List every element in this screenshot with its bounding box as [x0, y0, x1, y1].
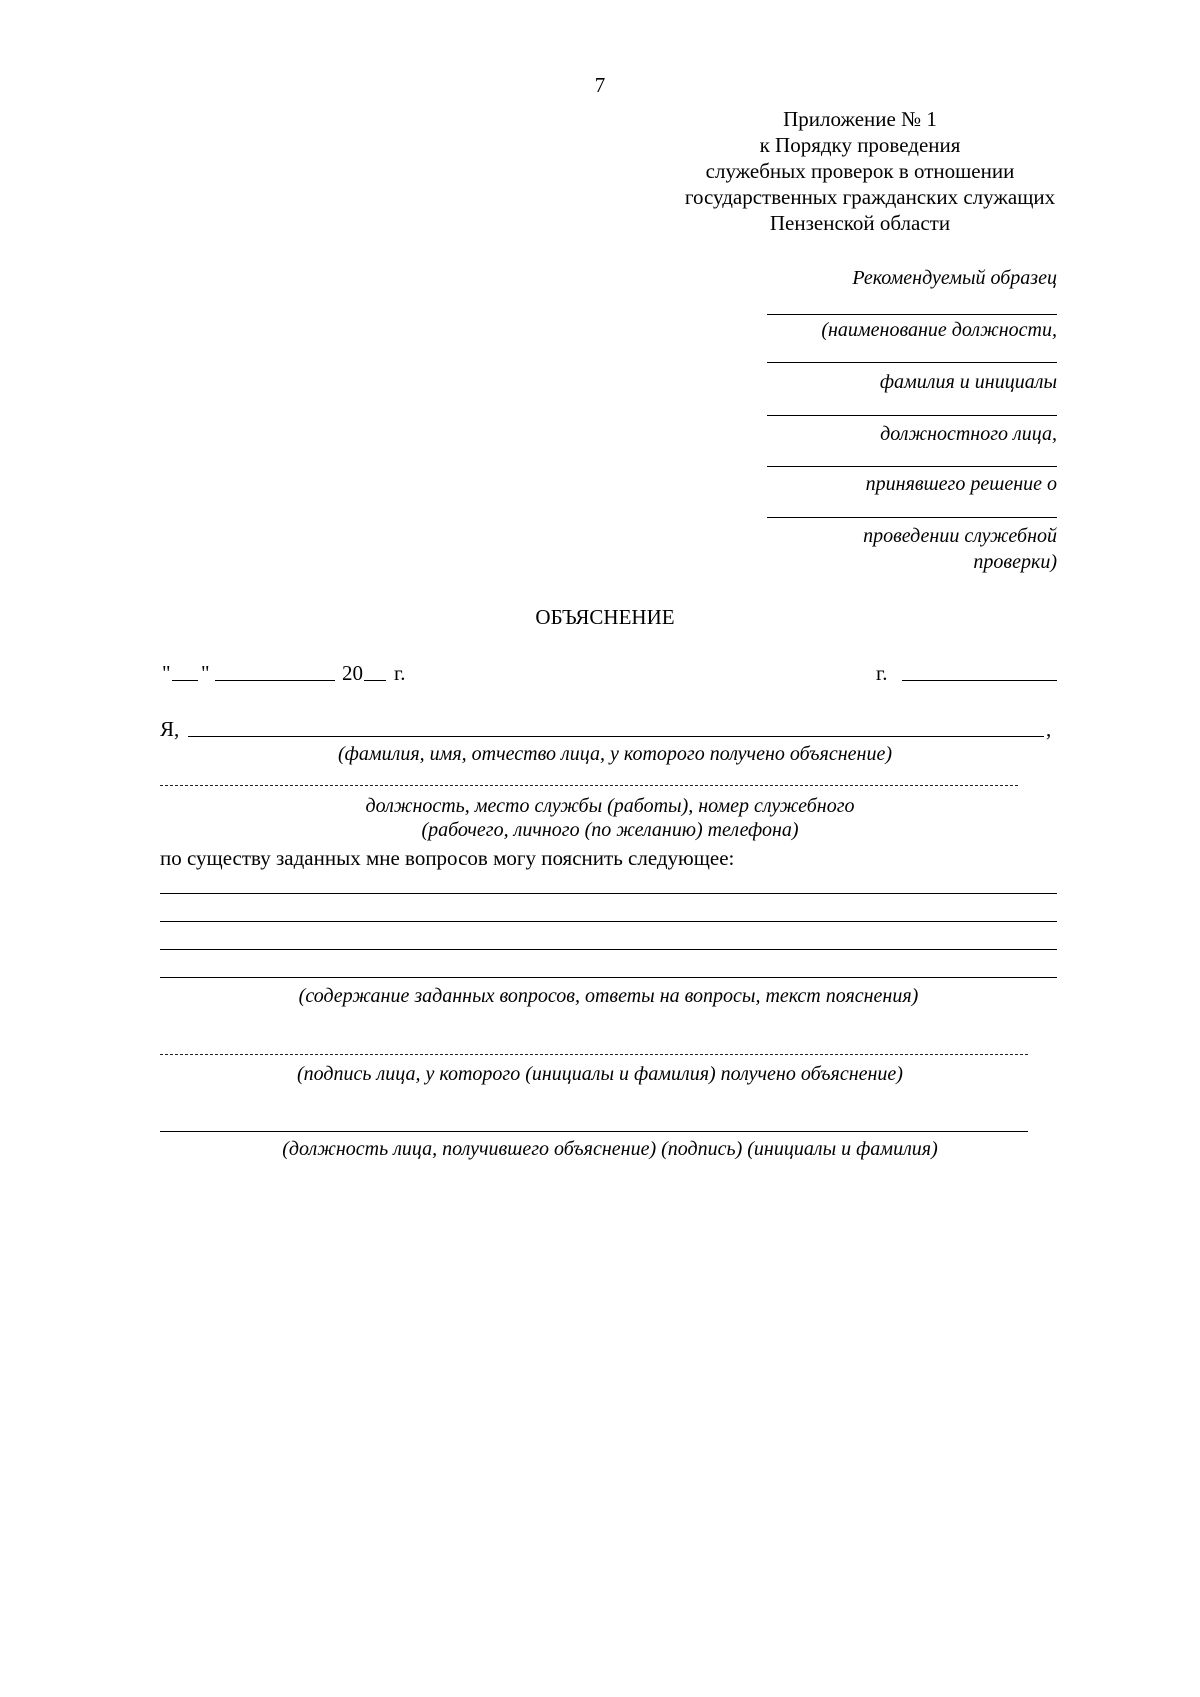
explanation-line[interactable] — [160, 893, 1057, 894]
content-caption: (содержание заданных вопросов, ответы на вопросы, текст пояснения) — [298, 985, 919, 1007]
addressee-caption: проведении служебной — [863, 525, 1057, 547]
position-caption: должность, место службы (работы), номер служебного — [365, 795, 855, 817]
appendix-line: Пензенской области — [769, 211, 951, 235]
quote-close: " — [201, 661, 210, 685]
year-field[interactable] — [364, 680, 386, 681]
appendix-line: государственных гражданских служащих — [684, 185, 1056, 209]
quote-open: " — [162, 661, 171, 685]
addressee-caption: принявшего решение о — [865, 473, 1057, 495]
explanation-intro: по существу заданных мне вопросов могу пояснить следующее: — [160, 846, 735, 870]
appendix-line: служебных проверок в отношении — [705, 159, 1015, 183]
fill-line — [767, 466, 1057, 467]
person-caption: (фамилия, имя, отчество лица, у которого получено объяснение) — [337, 743, 892, 765]
signature-caption: (подпись лица, у которого (инициалы и фамилия) получено объяснение) — [297, 1063, 903, 1085]
explanation-line[interactable] — [160, 977, 1057, 978]
receiver-caption: (должность лица, получившего объяснение) (подпись) (инициалы и фамилия) — [282, 1138, 938, 1160]
fill-line — [767, 415, 1057, 416]
appendix-line: Приложение № 1 — [783, 107, 937, 131]
month-field[interactable] — [215, 680, 335, 681]
page-number: 7 — [594, 73, 606, 97]
sample-label: Рекомендуемый образец — [852, 267, 1057, 289]
fill-line — [767, 362, 1057, 363]
addressee-caption: должностного лица, — [880, 423, 1057, 445]
explanation-line[interactable] — [160, 949, 1057, 950]
addressee-caption: проверки) — [973, 551, 1057, 573]
year-suffix: г. — [394, 661, 406, 685]
fill-line — [767, 314, 1057, 315]
position-field[interactable] — [160, 785, 1018, 786]
fill-line — [767, 517, 1057, 518]
signature-field[interactable] — [160, 1054, 1028, 1055]
appendix-line: к Порядку проведения — [759, 133, 961, 157]
addressee-caption: фамилия и инициалы — [879, 371, 1057, 393]
day-field[interactable] — [172, 680, 198, 681]
explanation-line[interactable] — [160, 921, 1057, 922]
city-field[interactable] — [902, 680, 1057, 681]
addressee-caption: (наименование должности, — [821, 319, 1057, 341]
person-name-field[interactable] — [188, 736, 1044, 737]
person-suffix: , — [1046, 717, 1052, 741]
city-prefix: г. — [876, 661, 888, 685]
position-caption: (рабочего, личного (по желанию) телефона) — [421, 819, 799, 841]
document-title: ОБЪЯСНЕНИЕ — [535, 605, 675, 629]
person-prefix: Я, — [160, 717, 180, 741]
receiver-field[interactable] — [160, 1131, 1028, 1132]
year-prefix: 20 — [342, 661, 363, 685]
